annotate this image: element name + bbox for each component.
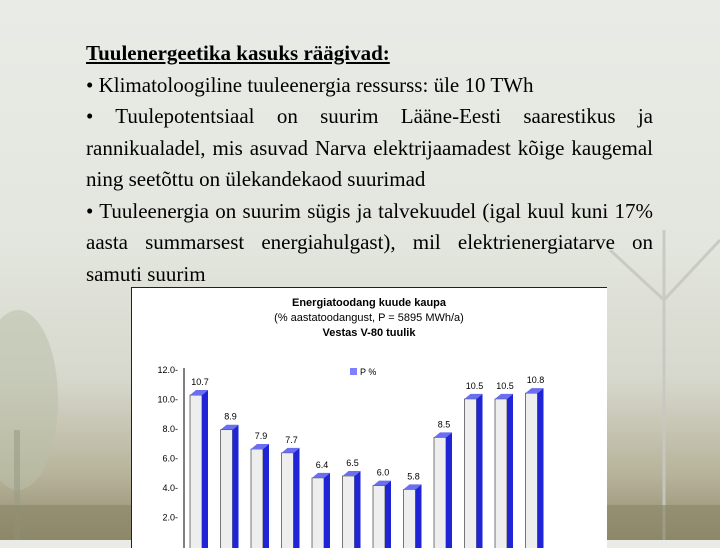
bar-side-4	[294, 448, 300, 548]
bar-month-10	[465, 399, 477, 548]
y-tick-label: 8.0-	[162, 424, 178, 434]
bar-side-9	[446, 432, 452, 548]
legend-label: P %	[360, 367, 377, 377]
value-label: 10.8	[526, 375, 545, 386]
bar-month-5	[312, 478, 324, 548]
bar-side-7	[385, 481, 391, 548]
bar-side-8	[416, 484, 422, 548]
y-tick-label: 6.0-	[162, 453, 178, 464]
bar-month-3	[251, 449, 263, 548]
legend	[350, 367, 376, 377]
y-tick-label: 2.0-	[162, 512, 178, 523]
bar-month-12	[526, 393, 538, 548]
value-labels	[191, 375, 544, 481]
bullet-2: • Tuulepotentsiaal on suurim Lääne-Eesti saarestikus ja rannikualadel, mis asuvad Narva elektrijaamadest kõige kaugemal ning seetõttu on ülekandekaod suurimad	[86, 104, 653, 191]
text-content	[86, 38, 653, 290]
y-tick-label: 4.0-	[162, 483, 178, 493]
value-label: 10.5	[496, 380, 514, 391]
bar-side-12	[538, 388, 544, 548]
value-label: 6.5	[346, 457, 359, 468]
bullet-3: • Tuuleenergia on suurim sügis ja talvekuudel (igal kuul kuni 17% aasta summarsest energiahulgast), mil elektrienergiatarve on samuti suurim	[86, 198, 653, 286]
heading: Tuulenergeetika kasuks räägivad:	[86, 41, 390, 65]
chart-title: Energiatoodang kuude kaupa	[291, 297, 447, 309]
legend-swatch	[350, 368, 357, 375]
bar-side-1	[202, 390, 208, 548]
value-label: 10.5	[465, 380, 484, 391]
bar-month-7	[373, 486, 385, 548]
chart-subtitle: (% aastatoodangust, P = 5895 MWh/a)	[274, 312, 464, 324]
bar-side-5	[324, 473, 330, 548]
bar-month-1	[190, 395, 202, 548]
value-label: 7.7	[285, 434, 298, 445]
bar-side-3	[263, 444, 269, 548]
bar-month-6	[343, 476, 355, 548]
chart-subtitle-2: Vestas V-80 tuulik	[322, 327, 416, 339]
bullet-1: • Klimatoloogiline tuuleenergia ressurss: üle 10 TWh	[86, 72, 534, 97]
bar-side-11	[507, 394, 513, 548]
value-label: 6.4	[315, 459, 329, 470]
bar-side-2	[233, 425, 239, 548]
bar-month-8	[404, 489, 416, 548]
energy-chart	[131, 287, 607, 548]
chart-svg	[132, 288, 607, 548]
value-label: 5.8	[407, 471, 420, 482]
value-label: 8.5	[437, 419, 451, 430]
value-label: 10.7	[191, 377, 209, 388]
bar-month-9	[434, 437, 446, 548]
bar-side-10	[477, 394, 483, 548]
y-tick-label: 10.0-	[157, 394, 178, 405]
value-label: 7.9	[254, 430, 268, 441]
bar-month-4	[282, 453, 294, 548]
value-label: 6.0	[376, 467, 390, 478]
y-tick-label: 12.0-	[157, 365, 178, 375]
bar-side-6	[355, 471, 361, 548]
bar-month-2	[221, 430, 233, 548]
value-label: 8.9	[224, 411, 237, 422]
bar-month-11	[495, 399, 507, 548]
y-axis	[157, 365, 184, 548]
bars	[190, 388, 544, 548]
